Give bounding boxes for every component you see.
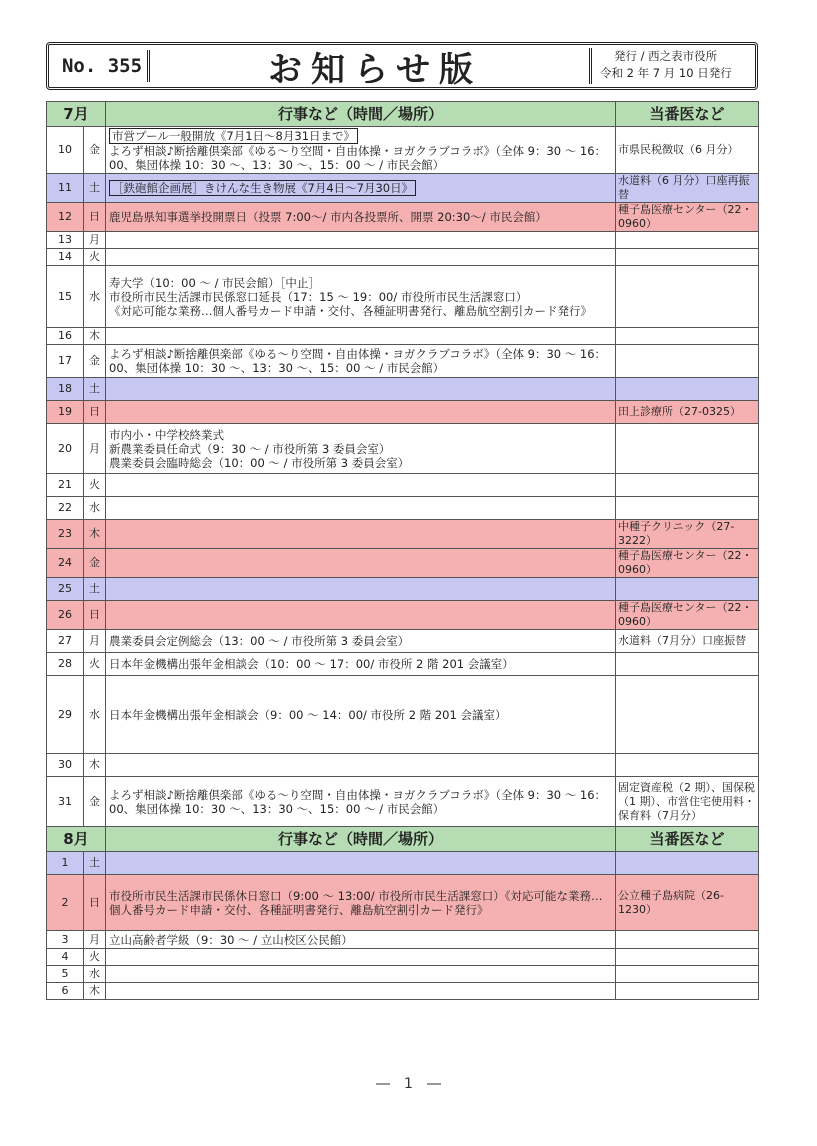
weekday: 木 bbox=[84, 520, 106, 549]
day-number: 1 bbox=[47, 852, 84, 875]
weekday: 水 bbox=[84, 497, 106, 520]
table-row bbox=[47, 424, 759, 474]
masthead bbox=[46, 42, 758, 90]
event-line: 市内小・中学校終業式 bbox=[109, 427, 224, 442]
day-number: 28 bbox=[47, 653, 84, 676]
events-cell bbox=[106, 497, 616, 520]
events-cell bbox=[106, 653, 616, 676]
table-row bbox=[47, 401, 759, 424]
day-number: 31 bbox=[47, 777, 84, 827]
day-number: 24 bbox=[47, 549, 84, 578]
duty-doctor-cell bbox=[616, 497, 759, 520]
events-cell bbox=[106, 966, 616, 983]
table-row bbox=[47, 497, 759, 520]
weekday: 金 bbox=[84, 345, 106, 378]
day-number: 25 bbox=[47, 578, 84, 601]
events-cell bbox=[106, 875, 616, 931]
day-number: 23 bbox=[47, 520, 84, 549]
events-cell bbox=[106, 249, 616, 266]
august-header-row bbox=[47, 827, 759, 852]
issue-date: 令和 2 年 7 月 10 日発行 bbox=[600, 66, 732, 80]
duty-doctor-cell: 田上診療所（27-0325） bbox=[616, 401, 759, 424]
weekday: 木 bbox=[84, 754, 106, 777]
table-row bbox=[47, 852, 759, 875]
table-row bbox=[47, 345, 759, 378]
events-cell bbox=[106, 630, 616, 653]
duty-doctor-cell bbox=[616, 653, 759, 676]
day-number: 16 bbox=[47, 328, 84, 345]
events-cell bbox=[106, 174, 616, 203]
event-line: 《対応可能な業務…個人番号カード申請・交付、各種証明書発行、離島航空割引カード発行》 bbox=[109, 303, 592, 318]
table-row bbox=[47, 578, 759, 601]
table-row bbox=[47, 777, 759, 827]
weekday: 土 bbox=[84, 852, 106, 875]
day-number: 14 bbox=[47, 249, 84, 266]
event-line: 市役所市民生活課市民係休日窓口（9:00 ～ 13:00/ 市役所市民生活課窓口）《対応可能な業務…個人番号カード申請・交付、各種証明書発行、離島航空割引カード発行》 bbox=[109, 888, 603, 917]
table-row bbox=[47, 931, 759, 949]
events-cell bbox=[106, 127, 616, 174]
day-number: 10 bbox=[47, 127, 84, 174]
day-number: 5 bbox=[47, 966, 84, 983]
duty-doctor-cell bbox=[616, 852, 759, 875]
day-number: 17 bbox=[47, 345, 84, 378]
events-cell bbox=[106, 203, 616, 232]
weekday: 月 bbox=[84, 931, 106, 949]
events-cell bbox=[106, 754, 616, 777]
duty-doctor-cell bbox=[616, 931, 759, 949]
weekday: 木 bbox=[84, 328, 106, 345]
weekday: 土 bbox=[84, 378, 106, 401]
month-label: 8月 bbox=[47, 827, 106, 852]
event-line: よろず相談♪断捨離倶楽部《ゆる～り空間・自由体操・ヨガクラブコラボ》（全体 9：30 ～ 16：00、集団体操 10：30 ～、13：30 ～、15：00 ～ / 市民会館） bbox=[109, 144, 607, 172]
duty-doctor-cell: 水道料（6 月分）口座再振替 bbox=[616, 174, 759, 203]
events-cell bbox=[106, 777, 616, 827]
events-cell bbox=[106, 474, 616, 497]
events-cell bbox=[106, 266, 616, 328]
duty-doctor-cell bbox=[616, 949, 759, 966]
events-cell bbox=[106, 232, 616, 249]
duty-doctor-cell bbox=[616, 249, 759, 266]
weekday: 金 bbox=[84, 777, 106, 827]
event-line: 市役所市民生活課市民係窓口延長（17：15 ～ 19：00/ 市役所市民生活課窓口） bbox=[109, 289, 528, 304]
weekday: 火 bbox=[84, 474, 106, 497]
table-row bbox=[47, 653, 759, 676]
weekday: 水 bbox=[84, 676, 106, 754]
weekday: 金 bbox=[84, 127, 106, 174]
masthead-title: お知らせ版 bbox=[268, 49, 482, 90]
day-number: 2 bbox=[47, 875, 84, 931]
day-number: 20 bbox=[47, 424, 84, 474]
weekday: 木 bbox=[84, 983, 106, 1000]
duty-doctor-cell: 種子島医療センター（22・0960） bbox=[616, 203, 759, 232]
day-number: 21 bbox=[47, 474, 84, 497]
events-column-header: 行事など（時間／場所） bbox=[106, 827, 616, 852]
day-number: 30 bbox=[47, 754, 84, 777]
day-number: 29 bbox=[47, 676, 84, 754]
duty-doctor-cell bbox=[616, 578, 759, 601]
weekday: 水 bbox=[84, 266, 106, 328]
events-cell bbox=[106, 949, 616, 966]
day-number: 4 bbox=[47, 949, 84, 966]
doctor-column-header: 当番医など bbox=[616, 102, 759, 127]
table-row bbox=[47, 474, 759, 497]
day-number: 3 bbox=[47, 931, 84, 949]
table-row bbox=[47, 754, 759, 777]
day-number: 27 bbox=[47, 630, 84, 653]
weekday: 月 bbox=[84, 630, 106, 653]
day-number: 22 bbox=[47, 497, 84, 520]
weekday: 火 bbox=[84, 249, 106, 266]
day-number: 15 bbox=[47, 266, 84, 328]
weekday: 水 bbox=[84, 966, 106, 983]
publisher: 発行 / 西之表市役所 bbox=[614, 49, 718, 63]
weekday: 火 bbox=[84, 653, 106, 676]
events-cell bbox=[106, 424, 616, 474]
duty-doctor-cell bbox=[616, 474, 759, 497]
duty-doctor-cell bbox=[616, 378, 759, 401]
event-line: 農業委員会臨時総会（10：00 ～ / 市役所第 3 委員会室） bbox=[109, 455, 410, 470]
weekday: 土 bbox=[84, 174, 106, 203]
day-number: 12 bbox=[47, 203, 84, 232]
table-row bbox=[47, 549, 759, 578]
event-line: よろず相談♪断捨離倶楽部《ゆる～り空間・自由体操・ヨガクラブコラボ》（全体 9：30 ～ 16：00、集団体操 10：30 ～、13：30 ～、15：00 ～ / 市民会館） bbox=[109, 347, 607, 375]
events-column-header: 行事など（時間／場所） bbox=[106, 102, 616, 127]
duty-doctor-cell bbox=[616, 424, 759, 474]
day-number: 13 bbox=[47, 232, 84, 249]
events-cell bbox=[106, 520, 616, 549]
duty-doctor-cell: 中種子クリニック（27-3222） bbox=[616, 520, 759, 549]
table-row bbox=[47, 203, 759, 232]
day-number: 6 bbox=[47, 983, 84, 1000]
events-cell bbox=[106, 401, 616, 424]
table-row bbox=[47, 328, 759, 345]
event-line: 日本年金機構出張年金相談会（9：00 ～ 14：00/ 市役所 2 階 201 会議室） bbox=[109, 707, 507, 722]
events-cell bbox=[106, 578, 616, 601]
event-line: よろず相談♪断捨離倶楽部《ゆる～り空間・自由体操・ヨガクラブコラボ》（全体 9：30 ～ 16：00、集団体操 10：30 ～、13：30 ～、15：00 ～ / 市民会館） bbox=[109, 787, 607, 816]
duty-doctor-cell: 水道料（7月分）口座振替 bbox=[616, 630, 759, 653]
table-row bbox=[47, 601, 759, 630]
weekday: 土 bbox=[84, 578, 106, 601]
events-cell bbox=[106, 676, 616, 754]
table-row bbox=[47, 949, 759, 966]
table-row bbox=[47, 966, 759, 983]
table-row bbox=[47, 875, 759, 931]
table-row bbox=[47, 127, 759, 174]
weekday: 月 bbox=[84, 232, 106, 249]
table-row bbox=[47, 232, 759, 249]
duty-doctor-cell: 固定資産税（2 期）、国保税（1 期）、市営住宅使用料・保育料（7月分） bbox=[616, 777, 759, 827]
duty-doctor-cell bbox=[616, 328, 759, 345]
day-number: 18 bbox=[47, 378, 84, 401]
weekday: 火 bbox=[84, 949, 106, 966]
events-cell bbox=[106, 601, 616, 630]
duty-doctor-cell: 公立種子島病院（26-1230） bbox=[616, 875, 759, 931]
event-line: 寿大学（10：00 ～ / 市民会館）［中止］ bbox=[109, 275, 320, 290]
events-cell bbox=[106, 931, 616, 949]
events-cell bbox=[106, 983, 616, 1000]
table-row bbox=[47, 983, 759, 1000]
duty-doctor-cell bbox=[616, 676, 759, 754]
duty-doctor-cell: 市県民税徴収（6 月分） bbox=[616, 127, 759, 174]
weekday: 日 bbox=[84, 875, 106, 931]
doctor-column-header: 当番医など bbox=[616, 827, 759, 852]
event-line: 農業委員会定例総会（13：00 ～ / 市役所第 3 委員会室） bbox=[109, 634, 410, 648]
table-row bbox=[47, 266, 759, 328]
publisher-info bbox=[589, 48, 751, 84]
table-row bbox=[47, 378, 759, 401]
july-header-row bbox=[47, 102, 759, 127]
table-row bbox=[47, 249, 759, 266]
schedule-table bbox=[46, 101, 759, 1000]
event-line: ［鉄砲館企画展］きけんな生き物展《7月4日～7月30日》 bbox=[109, 180, 416, 196]
events-cell bbox=[106, 549, 616, 578]
events-cell bbox=[106, 328, 616, 345]
events-cell bbox=[106, 378, 616, 401]
weekday: 日 bbox=[84, 401, 106, 424]
event-line: 新農業委員任命式（9：30 ～ / 市役所第 3 委員会室） bbox=[109, 441, 391, 456]
duty-doctor-cell bbox=[616, 345, 759, 378]
day-number: 19 bbox=[47, 401, 84, 424]
weekday: 金 bbox=[84, 549, 106, 578]
duty-doctor-cell bbox=[616, 232, 759, 249]
month-label: 7月 bbox=[47, 102, 106, 127]
event-line: 立山高齢者学級（9：30 ～ / 立山校区公民館） bbox=[109, 932, 353, 947]
table-row bbox=[47, 174, 759, 203]
day-number: 26 bbox=[47, 601, 84, 630]
event-line: 日本年金機構出張年金相談会（10：00 ～ 17：00/ 市役所 2 階 201 会議室） bbox=[109, 657, 514, 671]
issue-number: No. 355 bbox=[57, 50, 150, 82]
duty-doctor-cell bbox=[616, 266, 759, 328]
page-number: ― 1 ― bbox=[376, 1076, 441, 1092]
table-row bbox=[47, 630, 759, 653]
duty-doctor-cell: 種子島医療センター（22・0960） bbox=[616, 549, 759, 578]
duty-doctor-cell: 種子島医療センター（22・0960） bbox=[616, 601, 759, 630]
weekday: 日 bbox=[84, 203, 106, 232]
events-cell bbox=[106, 852, 616, 875]
events-cell bbox=[106, 345, 616, 378]
duty-doctor-cell bbox=[616, 983, 759, 1000]
table-row bbox=[47, 676, 759, 754]
event-line: 市営プール一般開放《7月1日～8月31日まで》 bbox=[109, 128, 358, 144]
event-line: 鹿児島県知事選挙投開票日（投票 7:00～/ 市内各投票所、開票 20:30～/ 市民会館） bbox=[109, 210, 547, 224]
duty-doctor-cell bbox=[616, 966, 759, 983]
table-row bbox=[47, 520, 759, 549]
weekday: 月 bbox=[84, 424, 106, 474]
day-number: 11 bbox=[47, 174, 84, 203]
weekday: 日 bbox=[84, 601, 106, 630]
duty-doctor-cell bbox=[616, 754, 759, 777]
